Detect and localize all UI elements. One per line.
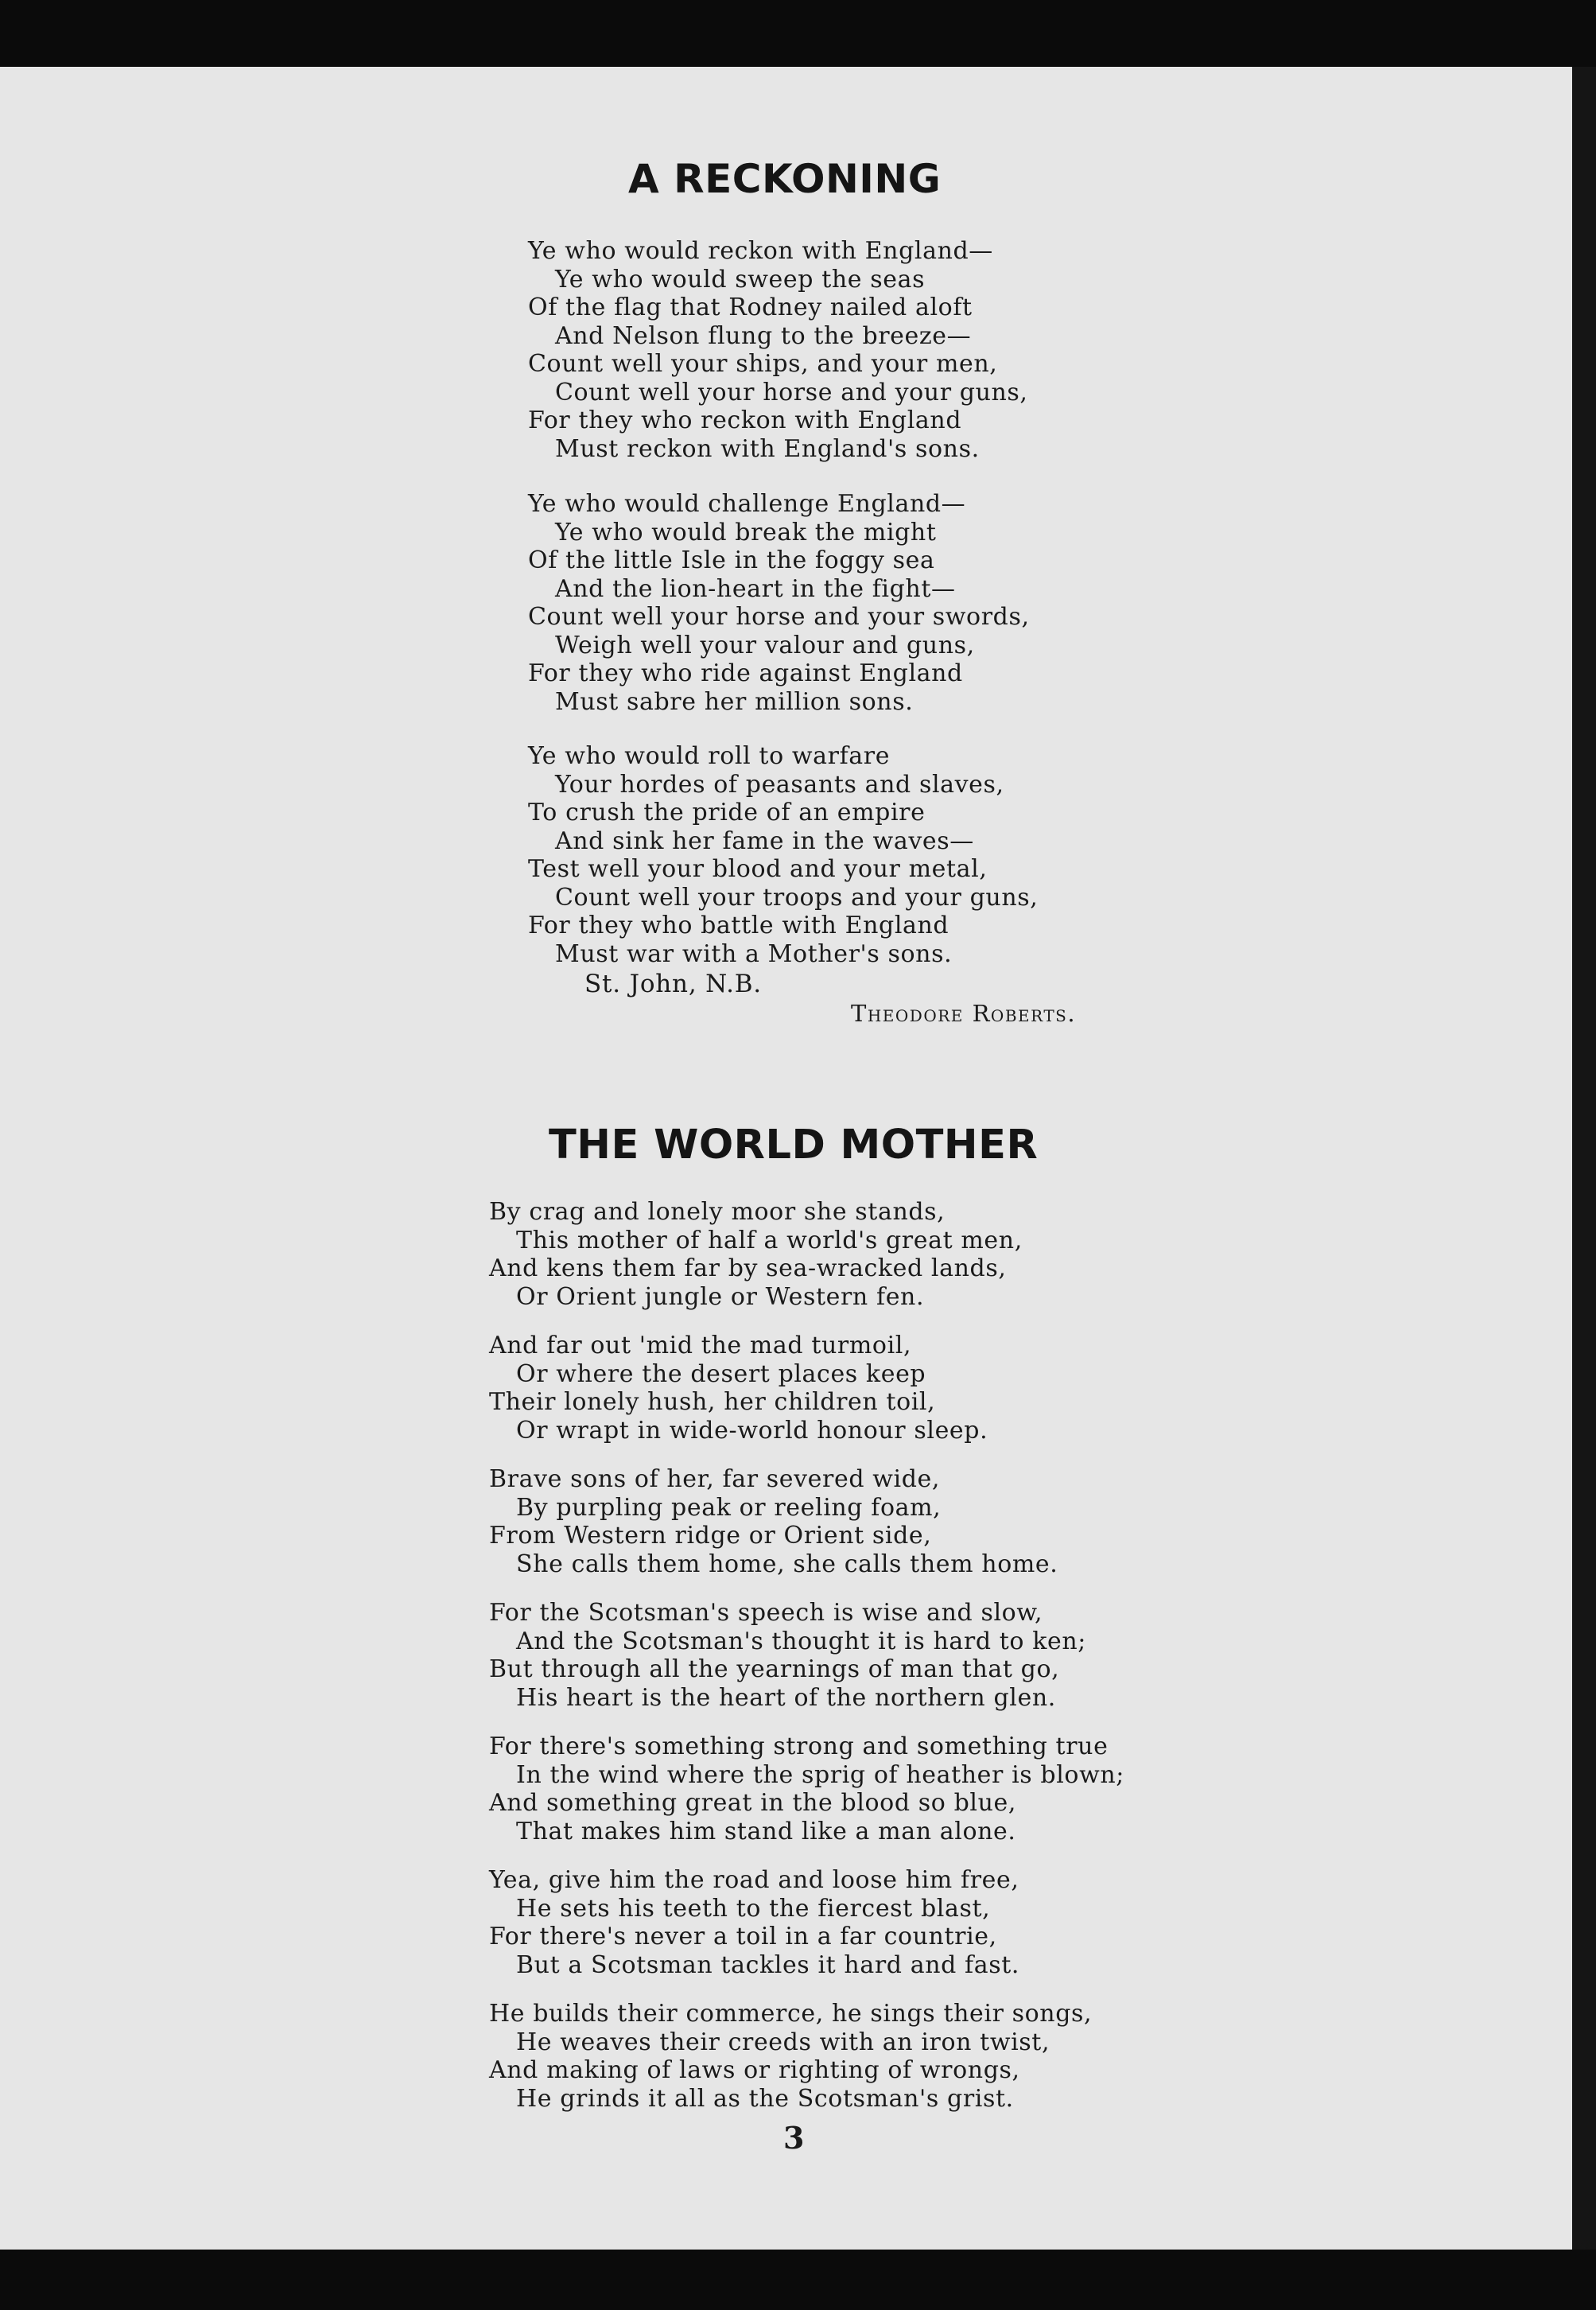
poem-line: Or wrapt in wide-world honour sleep. — [516, 1416, 988, 1445]
poem-line: Count well your horse and your guns, — [555, 378, 1028, 406]
poem-author: Theodore Roberts. — [851, 1000, 1077, 1027]
poem-line: From Western ridge or Orient side, — [489, 1522, 932, 1550]
poem-line: Or Orient jungle or Western fen. — [516, 1282, 925, 1311]
poem-line: He grinds it all as the Scotsman's grist. — [516, 2084, 1014, 2113]
poem-line: Ye who would roll to warfare — [528, 742, 891, 770]
stanza — [489, 1198, 1023, 1311]
poem-line: Must war with a Mother's sons. — [555, 939, 953, 968]
poem-line: Count well your troops and your guns, — [555, 883, 1039, 912]
page-number: 3 — [783, 2120, 805, 2156]
poem-line: For there's something strong and something true — [489, 1732, 1109, 1760]
poem-line: By crag and lonely moor she stands, — [489, 1198, 946, 1226]
stanza — [489, 2000, 1092, 2113]
poem-line: Brave sons of her, far severed wide, — [489, 1465, 941, 1493]
poem-line: Test well your blood and your metal, — [528, 855, 988, 883]
poem-line: Your hordes of peasants and slaves, — [555, 770, 1004, 799]
poem-line: Of the flag that Rodney nailed aloft — [528, 294, 973, 321]
poem-line: That makes him stand like a man alone. — [516, 1817, 1016, 1845]
poem-line: Of the little Isle in the foggy sea — [528, 546, 935, 574]
stanza — [489, 1599, 1086, 1712]
stanza — [528, 490, 1030, 716]
poem-line: But through all the yearnings of man that go, — [489, 1655, 1060, 1683]
stanza — [528, 237, 1028, 463]
poem-line: Or where the desert places keep — [516, 1359, 926, 1388]
stanza — [528, 742, 1038, 968]
poem-line: And Nelson flung to the breeze— — [555, 321, 972, 350]
poem-line: Ye who would sweep the seas — [555, 265, 926, 294]
poem-line: He sets his teeth to the fiercest blast, — [516, 1894, 991, 1923]
poem-line: But a Scotsman tackles it hard and fast. — [516, 1950, 1020, 1979]
poem-line: And the lion-heart in the fight— — [555, 574, 956, 603]
poem-title-world-mother: THE WORLD MOTHER — [549, 1122, 1039, 1169]
poem-line: By purpling peak or reeling foam, — [516, 1493, 942, 1522]
poem-line: Weigh well your valour and guns, — [555, 631, 975, 659]
poem-line: His heart is the heart of the northern glen. — [516, 1683, 1056, 1712]
poem-line: In the wind where the sprig of heather is blown; — [516, 1760, 1125, 1789]
poem-line: Ye who would challenge England— — [528, 490, 966, 518]
poem-line: This mother of half a world's great men, — [516, 1226, 1023, 1254]
poem-line: Count well your ships, and your men, — [528, 350, 998, 378]
poem-line: He weaves their creeds with an iron twist, — [516, 2028, 1050, 2056]
poem-line: For the Scotsman's speech is wise and slow, — [489, 1599, 1043, 1627]
poem-line: For they who ride against England — [528, 659, 963, 687]
poem-line: For there's never a toil in a far countrie, — [489, 1923, 997, 1950]
poem-line: Yea, give him the road and loose him free, — [489, 1866, 1019, 1894]
poem-line: And far out 'mid the mad turmoil, — [489, 1332, 912, 1359]
poem-title-reckoning: A RECKONING — [628, 156, 942, 202]
poem-line: For they who reckon with England — [528, 406, 962, 434]
poem-line: Ye who would reckon with England— — [528, 237, 993, 265]
page-edge-shadow — [1572, 67, 1596, 2250]
poem-place: St. John, N.B. — [584, 970, 762, 998]
poem-line: And sink her fame in the waves— — [555, 826, 974, 855]
stanza — [489, 1465, 1058, 1578]
poem-line: Ye who would break the might — [555, 518, 937, 546]
stanza — [489, 1332, 988, 1445]
stanza — [489, 1866, 1019, 1979]
poem-line: He builds their commerce, he sings their songs, — [489, 2000, 1093, 2028]
poem-line: She calls them home, she calls them home. — [516, 1550, 1058, 1578]
poem-line: Their lonely hush, her children toil, — [489, 1388, 936, 1416]
poem-line: And something great in the blood so blue, — [489, 1789, 1016, 1817]
poem-line: And making of laws or righting of wrongs, — [489, 2056, 1020, 2084]
poem-line: To crush the pride of an empire — [528, 799, 926, 826]
poem-line: And kens them far by sea-wracked lands, — [489, 1254, 1007, 1282]
poem-line: And the Scotsman's thought it is hard to ken; — [516, 1627, 1086, 1655]
poem-line: For they who battle with England — [528, 912, 949, 939]
poem-line: Must sabre her million sons. — [555, 687, 914, 716]
stanza — [489, 1732, 1124, 1845]
poem-line: Count well your horse and your swords, — [528, 603, 1030, 631]
poem-line: Must reckon with England's sons. — [555, 434, 980, 463]
